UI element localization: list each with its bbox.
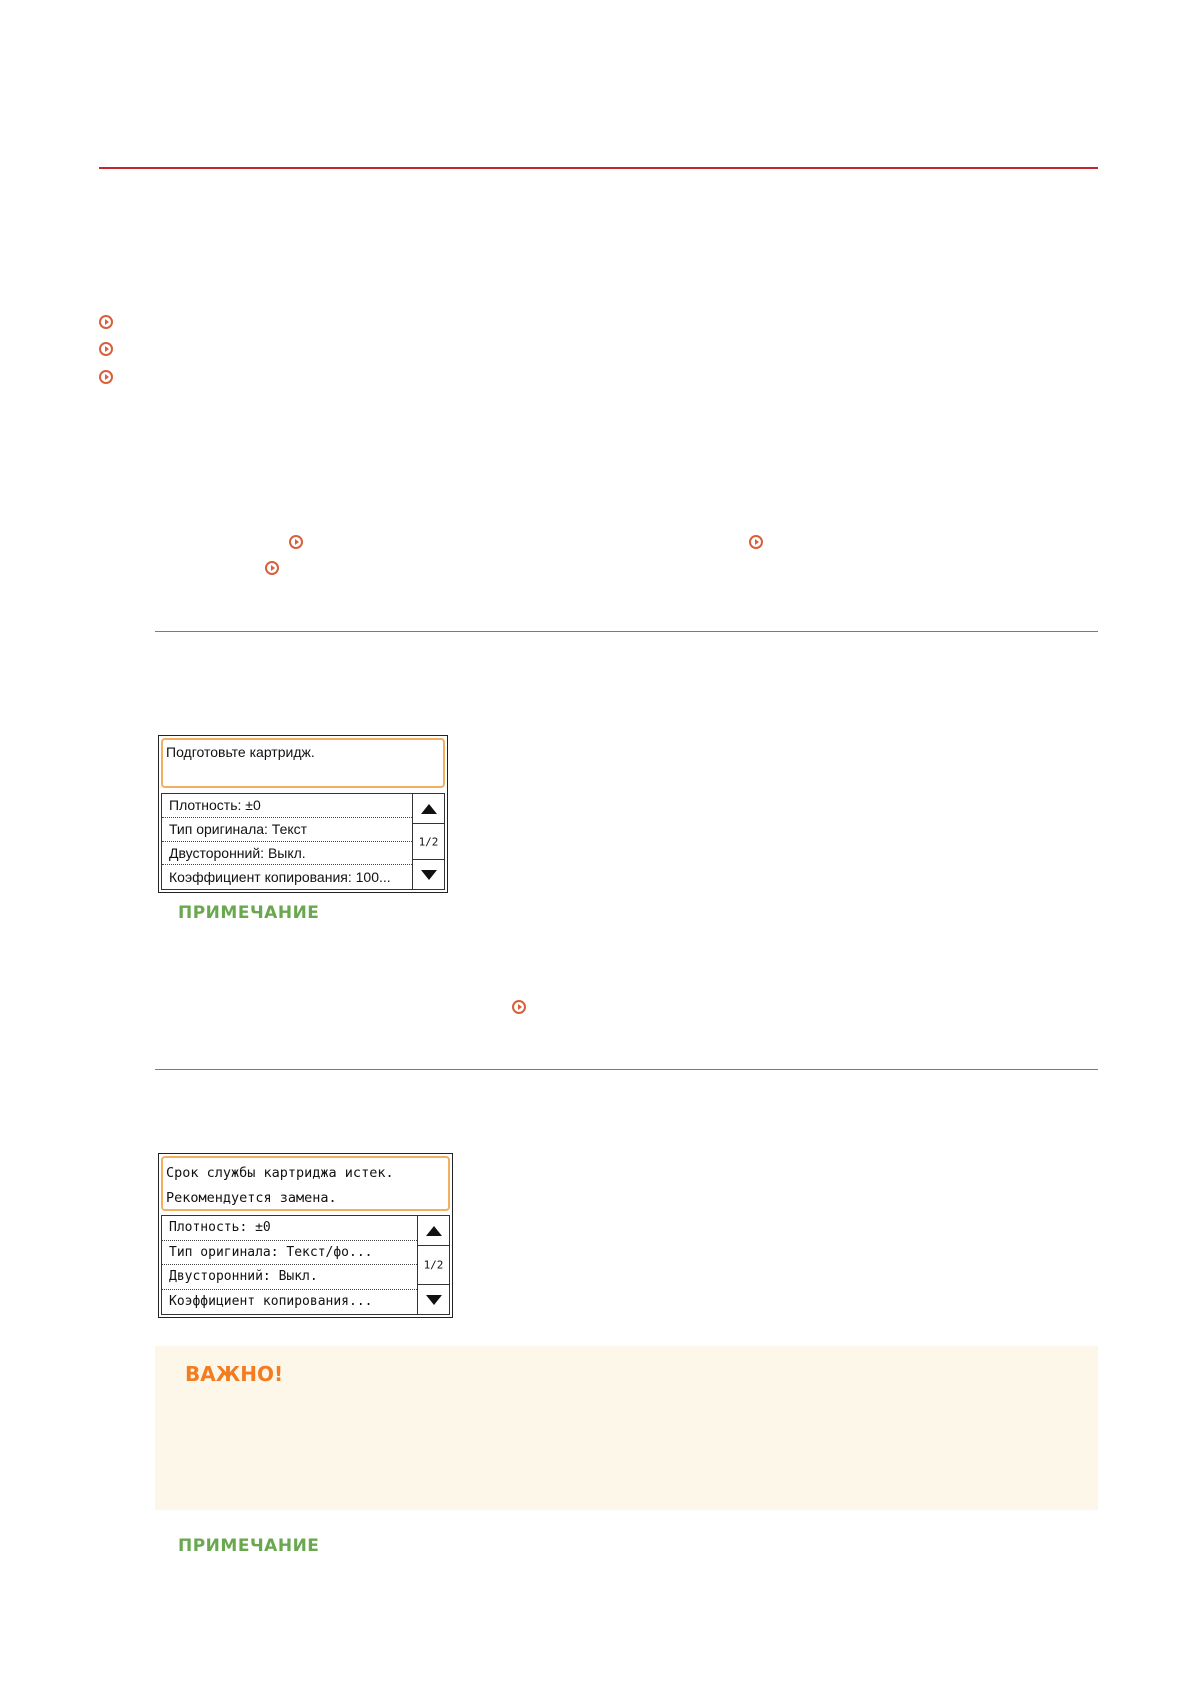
link-arrow-icon[interactable] — [289, 535, 303, 549]
lcd-screen — [158, 1153, 453, 1318]
section-rule — [155, 631, 1098, 632]
link-arrow-icon[interactable] — [99, 315, 113, 329]
lcd-list-item[interactable]: Плотность: ±0 — [162, 1216, 417, 1241]
lcd-list-item[interactable]: Тип оригинала: Текст — [162, 818, 412, 842]
arrow-up-icon — [421, 804, 437, 814]
link-arrow-icon[interactable] — [265, 561, 279, 575]
link-arrow-icon[interactable] — [99, 342, 113, 356]
lcd-settings-list — [161, 793, 445, 890]
scroll-up-button[interactable] — [413, 794, 444, 824]
arrow-down-icon — [426, 1295, 442, 1305]
arrow-up-icon — [426, 1226, 442, 1236]
link-arrow-icon[interactable] — [749, 535, 763, 549]
link-arrow-icon[interactable] — [99, 370, 113, 384]
important-label: ВАЖНО! — [185, 1362, 284, 1386]
lcd-scrollbar — [417, 1216, 449, 1314]
lcd-scrollbar — [412, 794, 444, 889]
lcd-list-item[interactable]: Коэффициент копирования: 100... — [169, 869, 391, 886]
lcd-message-line: Рекомендуется замена. — [166, 1190, 337, 1206]
lcd-message — [161, 1156, 450, 1211]
lcd-list-item[interactable]: Плотность: ±0 — [162, 794, 412, 818]
scroll-down-button[interactable] — [413, 859, 444, 889]
lcd-message-line: Срок службы картриджа истек. — [166, 1165, 394, 1181]
link-arrow-icon[interactable] — [512, 1000, 526, 1014]
lcd-settings-list — [161, 1215, 450, 1315]
page-indicator: 1/2 — [418, 835, 439, 848]
scroll-down-button[interactable] — [418, 1284, 449, 1314]
important-box — [155, 1346, 1098, 1510]
note-label: ПРИМЕЧАНИЕ — [178, 1536, 320, 1556]
lcd-list-item[interactable]: Двусторонний: Выкл. — [162, 1265, 417, 1290]
lcd-list-item[interactable]: Тип оригинала: Текст/фо... — [162, 1241, 417, 1266]
arrow-down-icon — [421, 870, 437, 880]
section-rule — [155, 1069, 1098, 1070]
header-rule — [99, 167, 1098, 169]
note-label: ПРИМЕЧАНИЕ — [178, 903, 320, 923]
lcd-message: Подготовьте картридж. — [161, 738, 445, 788]
lcd-list-item[interactable]: Двусторонний: Выкл. — [162, 842, 412, 866]
lcd-list-item[interactable]: Коэффициент копирования... — [169, 1294, 373, 1310]
scroll-up-button[interactable] — [418, 1216, 449, 1246]
page-indicator: 1/2 — [423, 1258, 444, 1272]
lcd-screen — [158, 735, 448, 893]
